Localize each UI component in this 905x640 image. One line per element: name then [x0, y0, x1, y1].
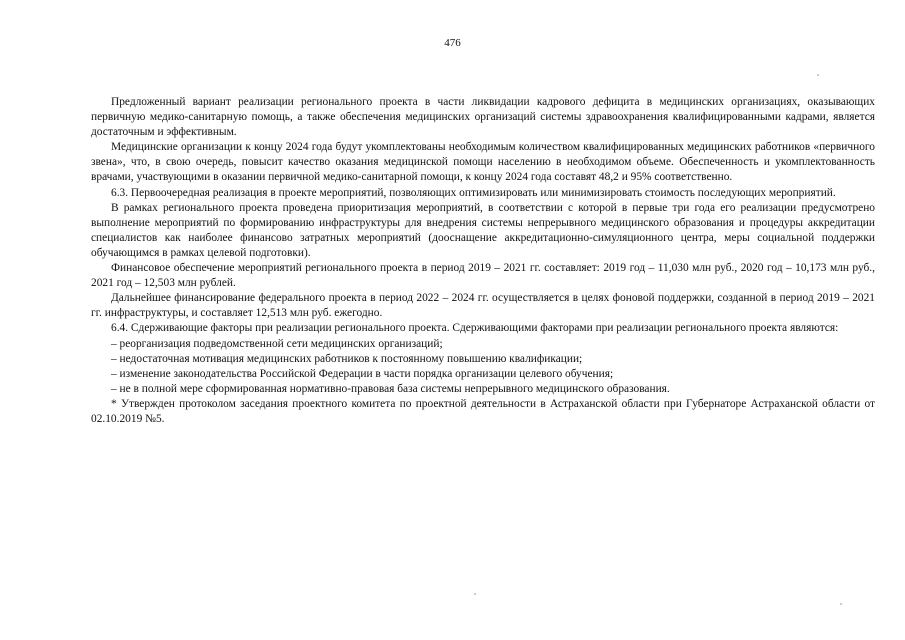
paragraph-staffing-forecast: Медицинские организации к концу 2024 года будут укомплектованы необходимым количеством квалифицированных медицинских работников «первичного звена», что, в свою очередь, повысит качество оказания медицинской помощи населению в необходимом объеме. Обеспеченность и укомплектованность врачами, участвующими в оказании первичной медико-санитарной помощи, к концу 2024 года составят 48,2 и 95% соответственно. [91, 141, 875, 184]
list-item-motivation: – недостаточная мотивация медицинских работников к постоянному повышению квалификации; [111, 352, 583, 365]
scan-speck [817, 74, 819, 76]
paragraph-financing-2022-2024: Дальнейшее финансирование федерального проекта в период 2022 – 2024 гг. осуществляется в целях фоновой поддержки, созданной в период 2019 – 2021 гг. инфраструктуры, и составляет 12,513 млн руб. ежегодно. [91, 292, 875, 320]
paragraph-section-6-4: 6.4. Сдерживающие факторы при реализации регионального проекта. Сдерживающими факторами при реализации регионального проекта являются: [111, 322, 839, 335]
paragraph-section-6-3: 6.3. Первоочередная реализация в проекте мероприятий, позволяющих оптимизировать или минимизировать стоимость последующих мероприятий. [111, 186, 836, 199]
paragraph-financing-2019-2021: Финансовое обеспечение мероприятий регионального проекта в период 2019 – 2021 гг. составляет: 2019 год – 11,030 млн руб., 2020 год – 10,173 млн руб., 2021 год – 12,503 млн рублей. [91, 262, 875, 290]
scan-speck [474, 593, 476, 595]
list-item-legislation: – изменение законодательства Российской Федерации в части порядка организации целевого обучения; [111, 367, 614, 380]
page-number: 476 [444, 37, 461, 49]
footnote: * Утвержден протоколом заседания проектного комитета по проектной деятельности в Астраханской области при Губернаторе Астраханской области от 02.10.2019 №5. [91, 397, 875, 425]
page-body [91, 95, 875, 427]
paragraph-prioritization: В рамках регионального проекта проведена приоритизация мероприятий, в соответствии с которой в первые три года его реализации предусмотрено выполнение мероприятий по формированию инфраструктуры для внедрения системы непрерывного медицинского образования и процедуры аккредитации специалистов как наиболее финансово затратных мероприятий (дооснащение аккредитационно-симуляционного центра, меры социальной поддержки обучающимся в рамках целевой подготовки). [91, 201, 875, 259]
paragraph-conclusion: Предложенный вариант реализации регионального проекта в части ликвидации кадрового дефицита в медицинских организациях, оказывающих первичную медико-санитарную помощь, а также обеспечения медицинских организаций системы здравоохранения квалифицированными кадрами, является достаточным и эффективным. [91, 96, 875, 139]
scan-speck [840, 603, 842, 605]
list-item-reorganization: – реорганизация подведомственной сети медицинских организаций; [111, 337, 443, 350]
list-item-regulatory-base: – не в полной мере сформированная нормативно-правовая база системы непрерывного медицинского образования. [111, 382, 670, 395]
